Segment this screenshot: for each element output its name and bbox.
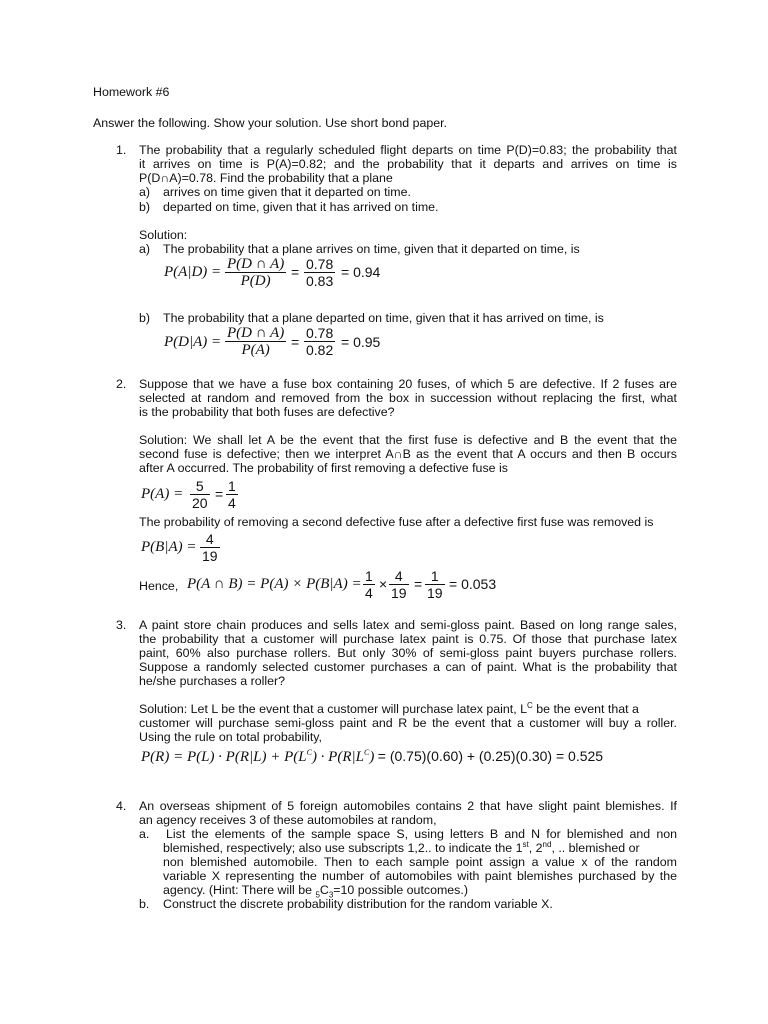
- denominator: 19: [202, 548, 218, 564]
- q4-a-label: a.: [139, 827, 150, 841]
- q2-hence-expression: P(A ∩ B) = P(A) × P(B|A) =: [187, 576, 362, 592]
- q1-text-line: it arrives on time is P(A)=0.82; and the probability that it departs and arrives on time is: [139, 157, 677, 171]
- q1-formula-b-result: = 0.95: [341, 334, 381, 350]
- q1-formula-a-value-fraction: [304, 256, 335, 289]
- q2-hence-times: ×: [379, 576, 388, 592]
- q2-text-line: Suppose that we have a fuse box containing 20 fuses, of which 5 are defective. If 2 fuses are: [139, 377, 677, 391]
- q4-a-line: [163, 841, 640, 855]
- subscript: 3: [328, 890, 334, 900]
- text-part: =10 possible outcomes.): [333, 883, 468, 897]
- numerator: 1: [228, 478, 236, 494]
- numerator: 5: [195, 478, 204, 494]
- q1-sa-label: a): [139, 242, 151, 256]
- q2-hence-fraction-3: [425, 568, 445, 601]
- q3-solution-line-1: [139, 702, 639, 716]
- q1-formula-a-result: = 0.94: [341, 264, 381, 280]
- q1-formula-a-lhs: P(A|D) =: [164, 264, 222, 280]
- q1-sa-text: The probability that a plane arrives on time, given that it departed on time, is: [163, 242, 580, 256]
- q3-text-line: Suppose a randomly selected customer purchases a can of paint. What is the probability that: [139, 660, 677, 674]
- q1-sb-text: The probability that a plane departed on time, given that it has arrived on time, is: [163, 311, 604, 325]
- q4-number: 4.: [116, 799, 127, 813]
- denominator: P(A): [241, 342, 270, 358]
- denominator: 20: [192, 495, 208, 511]
- q2-pa-equals: =: [215, 486, 224, 502]
- q4-text-line: An overseas shipment of 5 foreign automobiles contains 2 that have slight paint blemishes. If: [139, 799, 677, 813]
- q2-pa-fraction-1: [190, 478, 210, 511]
- text-part: P(R) = P(L) · P(R|L) + P(L: [141, 749, 307, 765]
- q2-solution-line: second fuse is defective; then we interpret A∩B as the event that A occurs and then B occurs: [139, 447, 677, 461]
- q4-b-text: Construct the discrete probability distribution for the random variable X.: [163, 897, 553, 911]
- q1-b-label: b): [139, 200, 151, 214]
- denominator: 0.82: [306, 342, 334, 358]
- q2-second-text: The probability of removing a second defective fuse after a defective first fuse was removed is: [139, 515, 654, 529]
- formula-expression: [141, 749, 374, 765]
- q1-number: 1.: [116, 143, 127, 157]
- numerator: 1: [430, 568, 439, 584]
- text-part: be the event that a: [532, 702, 639, 716]
- q2-hence-fraction-2: [389, 568, 409, 601]
- q1-formula-b-fraction: [225, 325, 286, 358]
- q2-solution-line: Solution: We shall let A be the event that the first fuse is defective and B the event that the: [139, 433, 677, 447]
- q2-pb-lhs: P(B|A) =: [141, 539, 197, 555]
- q2-hence-result: = 0.053: [449, 576, 497, 592]
- text-part: agency. (Hint: There will be: [163, 883, 316, 897]
- denominator: 0.83: [306, 273, 334, 289]
- q1-a-text: arrives on time given that it departed on time.: [163, 185, 411, 199]
- q2-text-line: selected at random and removed from the box in succession without replacing the first, what: [139, 391, 677, 405]
- superscript: C: [527, 700, 533, 710]
- q2-hence-equals: =: [414, 576, 423, 592]
- q3-text-line: paint, 60% also purchase rollers. But only 30% of semi-gloss paint buyers purchase rollers.: [139, 646, 677, 660]
- q4-b-label: b.: [139, 897, 150, 911]
- q1-text-line: P(D∩A)=0.78. Find the probability that a plane: [139, 171, 393, 185]
- q1-text-line: The probability that a regularly scheduled flight departs on time P(D)=0.83; the probability that: [139, 143, 677, 157]
- text-part: Solution: Let L be the event that a customer will purchase latex paint, L: [139, 702, 528, 716]
- denominator: 4: [228, 495, 236, 511]
- q1-a-label: a): [139, 185, 151, 199]
- q3-number: 3.: [116, 618, 127, 632]
- q1-formula-b-equals: =: [291, 334, 300, 350]
- q2-pa-lhs: P(A) =: [141, 486, 184, 502]
- numerator: 0.78: [306, 325, 334, 341]
- numerator: 4: [205, 531, 214, 547]
- q2-pb-fraction: [200, 531, 220, 564]
- instructions: Answer the following. Show your solution. Use short bond paper.: [93, 116, 448, 130]
- numerator: P(D ∩ A): [227, 325, 285, 341]
- text-part: , 2: [528, 841, 543, 855]
- superscript: st: [522, 839, 529, 849]
- denominator: 19: [427, 585, 443, 601]
- q4-a-line: variable X representing the number of automobiles with paint blemishes purchased by the: [163, 869, 677, 883]
- denominator: 4: [365, 585, 373, 601]
- q4-a-line: non blemished automobile. Then to each sample point assign a value x of the random: [163, 855, 677, 869]
- numerator: P(D ∩ A): [227, 256, 285, 272]
- q1-formula-b-value-fraction: [304, 325, 335, 358]
- superscript: C: [363, 748, 370, 757]
- q1-formula-a-fraction: [225, 256, 286, 289]
- numerator: 4: [394, 568, 403, 584]
- denominator: P(D): [240, 273, 271, 289]
- q3-total-probability-formula: [141, 749, 603, 764]
- q1-formula-b-lhs: P(D|A) =: [164, 334, 222, 350]
- homework-title: Homework #6: [93, 85, 170, 99]
- q2-number: 2.: [116, 377, 127, 391]
- q1-solution-label: Solution:: [139, 228, 188, 242]
- text-part: C: [319, 883, 329, 897]
- text-part: , .. blemished or: [551, 841, 640, 855]
- q1-b-text: departed on time, given that it has arrived on time.: [163, 200, 439, 214]
- q2-hence-fraction-1: [363, 568, 375, 601]
- denominator: 19: [391, 585, 407, 601]
- q3-text-line: A paint store chain produces and sells latex and semi-gloss paint. Based on long range sales,: [139, 618, 677, 632]
- q3-solution-line-2: customer will purchase semi-gloss paint and R be the event that a customer will buy a roller.: [139, 716, 677, 730]
- superscript: C: [306, 748, 312, 757]
- text-part: ) · P(R|L: [311, 749, 364, 765]
- q4-text-line: an agency receives 3 of these automobiles at random,: [139, 813, 437, 827]
- q4-a-line: List the elements of the sample space S, using letters B and N for blemished and non: [166, 827, 677, 841]
- q1-sb-label: b): [139, 311, 151, 325]
- q2-text-line: is the probability that both fuses are defective?: [139, 405, 395, 419]
- text-part: ): [369, 749, 375, 765]
- q1-formula-a-equals: =: [291, 264, 300, 280]
- q3-text-line: he/she purchases a roller?: [139, 674, 286, 688]
- superscript: nd: [542, 839, 552, 849]
- q2-solution-line: after A occurred. The probability of first removing a defective fuse is: [139, 461, 508, 475]
- numerator: 0.78: [306, 256, 334, 272]
- text-part: blemished, respectively; also use subscripts 1,2.. to indicate the 1: [163, 841, 523, 855]
- q3-text-line: the probability that a customer will purchase latex paint is 0.75. Of those that purchase latex: [139, 632, 677, 646]
- q4-a-line: [163, 883, 468, 900]
- q2-pa-fraction-2: [226, 478, 238, 511]
- subscript: 5: [315, 890, 320, 900]
- q2-hence: Hence,: [139, 579, 179, 593]
- formula-result: = (0.75)(0.60) + (0.25)(0.30) = 0.525: [377, 748, 604, 764]
- q3-solution-line-3: Using the rule on total probability,: [139, 730, 322, 744]
- numerator: 1: [365, 568, 373, 584]
